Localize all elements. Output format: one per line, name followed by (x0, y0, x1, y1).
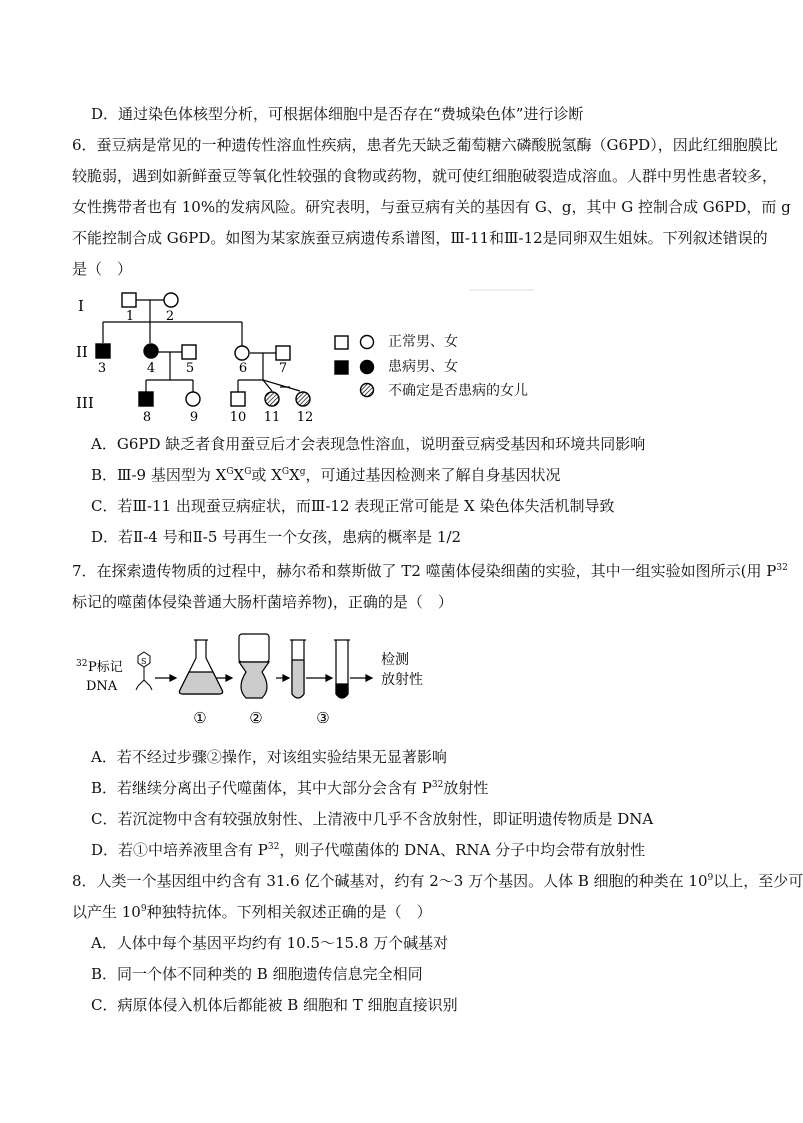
generation-label-3: III (76, 394, 94, 412)
q7-option-b: B．若继续分离出子代噬菌体，其中大部分会含有 $P^{32}$放射性 (91, 779, 489, 797)
pedigree-chart (0, 280, 560, 430)
step-1-label: ① (193, 709, 207, 727)
legend-normal-label: 正常男、女 (388, 334, 458, 350)
legend-uncertain-female-symbol (361, 384, 374, 397)
q8-option-c: C．病原体侵入机体后都能被 B 细胞和 T 细胞直接识别 (91, 996, 458, 1014)
label-id-12: 12 (296, 410, 314, 425)
q7-stem-line2: 标记的噬菌体侵染普通大肠杆菌培养物)，正确的是（ ） (72, 593, 453, 611)
q8-stem-line2: 以产生 $10^9$种独特抗体。下列相关叙述正确的是（ ） (72, 903, 432, 921)
legend-uncertain-label: 不确定是否患病的女儿 (388, 383, 528, 399)
centrifuge-tube-pellet (334, 640, 350, 698)
legend-affected-male-symbol (335, 361, 348, 374)
individual-7-normal-male (276, 346, 290, 360)
p32-label-line2: DNA (86, 679, 118, 694)
individual-6-normal-female (235, 346, 249, 360)
label-id-1: 1 (125, 309, 135, 324)
phage-icon (136, 652, 152, 690)
q6-stem-line3: 女性携带者也有 10%的发病风险。研究表明，与蚕豆病有关的基因有 G、g，其中 G 控制合成 G6PD，而 g (72, 198, 791, 216)
label-id-3: 3 (97, 361, 107, 376)
label-id-7: 7 (278, 361, 288, 376)
detect-label-line1: 检测 (381, 652, 409, 668)
q8-option-b: B．同一个体不同种类的 B 细胞遗传信息完全相同 (91, 965, 423, 983)
generation-label-2: II (76, 343, 88, 361)
experiment-figure (70, 625, 450, 730)
label-id-2: 2 (165, 309, 175, 324)
q6-stem-line5: 是（ ） (72, 260, 133, 278)
individual-12-uncertain-female (296, 392, 310, 406)
q7-stem-line1: 7．在探索遗传物质的过程中，赫尔希和蔡斯做了 T2 噬菌体侵染细菌的实验，其中一组实验如图所示(用 $P^{32}$ (72, 562, 788, 580)
individual-2-normal-female (164, 293, 178, 307)
q6-option-d: D．若Ⅱ-4 号和Ⅱ-5 号再生一个女孩，患病的概率是 1/2 (91, 528, 462, 546)
svg-text:S: S (141, 657, 147, 666)
individual-10-normal-male (231, 392, 245, 406)
q6-option-b: B．Ⅲ-9 基因型为 $X^GX^G$或 $X^GX^g$，可通过基因检测来了解自身基因状况 (91, 466, 561, 484)
q6-stem-line2: 较脆弱，遇到如新鲜蚕豆等氧化性较强的食物或药物，就可使红细胞破裂造成溶血。人群中男性患者较多， (72, 167, 778, 185)
detect-label-line2: 放射性 (381, 672, 423, 688)
p32-label-line1: P标记 (88, 660, 123, 675)
p32-superscript: 32 (76, 659, 88, 669)
individual-11-uncertain-female (265, 392, 279, 406)
label-id-9: 9 (189, 410, 199, 425)
individual-4-affected-female (144, 344, 158, 358)
legend-normal-female-symbol (361, 336, 374, 349)
q6-option-c: C．若Ⅲ-11 出现蚕豆病症状，而Ⅲ-12 表现正常可能是 X 染色体失活机制导致 (91, 497, 615, 515)
label-id-10: 10 (229, 410, 247, 425)
generation-label-1: I (78, 297, 84, 315)
individual-1-normal-male (122, 293, 136, 307)
legend-affected-label: 患病男、女 (388, 359, 458, 375)
label-id-5: 5 (185, 361, 195, 376)
q6-option-a: A．G6PD 缺乏者食用蚕豆后才会表现急性溶血，说明蚕豆病受基因和环境共同影响 (91, 435, 646, 453)
label-id-6: 6 (238, 361, 248, 376)
individual-8-affected-male (139, 392, 153, 406)
legend-normal-male-symbol (335, 336, 348, 349)
q8-stem-line1: 8．人类一个基因组中约含有 31.6 亿个碱基对，约有 2～3 万个基因。人体 B 细胞的种类在 $10^9$以上，至少可 (72, 872, 803, 890)
individual-3-affected-male (96, 344, 110, 358)
q5-option-d: D．通过染色体核型分析，可根据体细胞中是否存在“费城染色体”进行诊断 (91, 105, 584, 123)
label-id-11: 11 (263, 410, 281, 425)
individual-9-normal-female (186, 392, 200, 406)
q7-option-c: C．若沉淀物中含有较强放射性、上清液中几乎不含放射性，即证明遗传物质是 DNA (91, 810, 654, 828)
centrifuge-tube-supernatant (290, 640, 306, 698)
individual-5-normal-male (182, 345, 196, 359)
erlenmeyer-flask (179, 640, 222, 694)
blender (239, 634, 269, 698)
q7-option-a: A．若不经过步骤②操作，对该组实验结果无显著影响 (91, 748, 447, 766)
legend-affected-female-symbol (361, 361, 374, 374)
q6-stem-line4: 不能控制合成 G6PD。如图为某家族蚕豆病遗传系谱图，Ⅲ-11和Ⅲ-12是同卵双生姐妹。下列叙述错误的 (72, 229, 768, 247)
q8-option-a: A．人体中每个基因平均约有 10.5～15.8 万个碱基对 (91, 934, 449, 952)
q7-option-d: D．若①中培养液里含有 $P^{32}$，则子代噬菌体的 DNA、RNA 分子中均会带有放射性 (91, 841, 646, 859)
label-id-4: 4 (146, 361, 156, 376)
q6-stem-line1: 6．蚕豆病是常见的一种遗传性溶血性疾病，患者先天缺乏葡萄糖六磷酸脱氢酶（G6PD），因此红细胞膜比 (72, 136, 778, 154)
label-id-8: 8 (142, 410, 152, 425)
step-3-label: ③ (316, 709, 330, 727)
step-2-label: ② (249, 709, 263, 727)
